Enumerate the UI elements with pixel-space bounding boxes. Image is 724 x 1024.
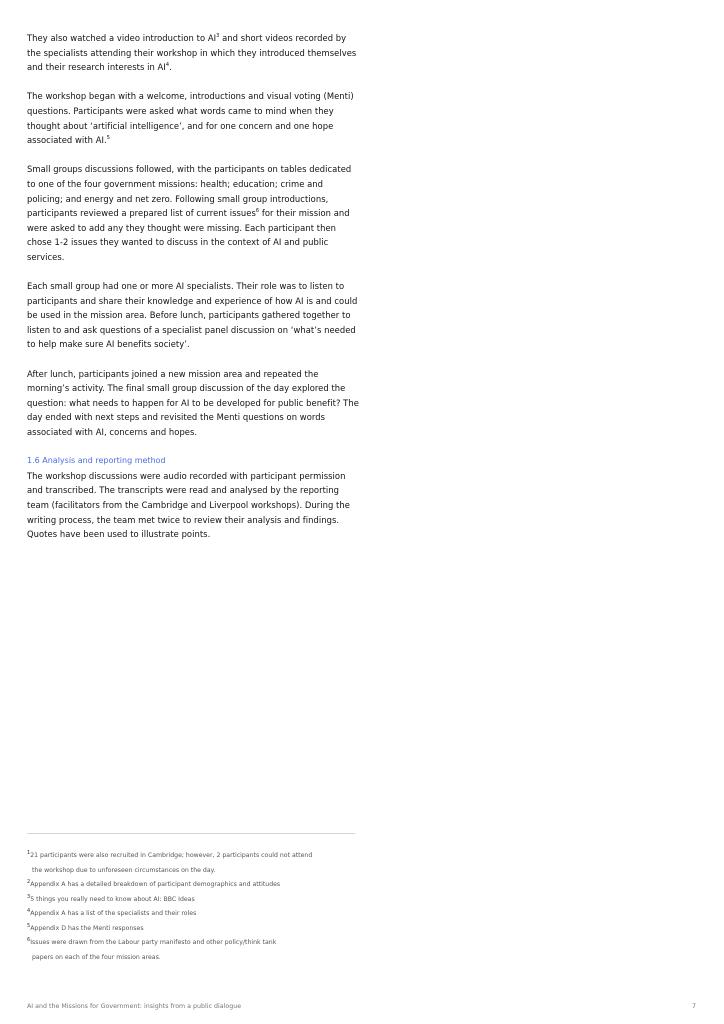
- paragraph-3: Small groups discussions followed, with the participants on tables dedicated to one of the four government missions: health; education; crime and policing; and energy and net zero. Following small group introductions, participants reviewed a prepared list of current issues$^6$ for their mission and were asked to add any they thought were missing. Each participant then chose 1-2 issues they wanted to discuss in the context of AI and public services.: [27, 164, 352, 262]
- footnote-6: $^6$Issues were drawn from the Labour party manifesto and other policy/think tank papers on each of the four mission areas.: [27, 936, 277, 961]
- section-heading: 1.6 Analysis and reporting method: [27, 456, 166, 466]
- paragraph-2: The workshop began with a welcome, introductions and visual voting (Menti) questions. Participants were asked what words came to mind when they thought about ‘artificial intelligence’, and for one concern and one hope associated with AI.$^5$: [27, 91, 354, 146]
- footnote-3-link[interactable]: 5 things you really need to know about AI: BBC Ideas: [30, 895, 195, 903]
- footnote-5: $^5$Appendix D has the Menti responses: [27, 922, 144, 932]
- footnote-ref-5[interactable]: 5: [106, 135, 110, 142]
- footnote-ref-3[interactable]: 3: [216, 33, 220, 40]
- paragraph-4: Each small group had one or more AI specialists. Their role was to listen to participants and share their knowledge and experience of how AI is and could be used in the mission area. Before lunch, participants gathered together to listen to and ask questions of a specialist panel discussion on ‘what’s needed to help make sure AI benefits society’.: [27, 281, 358, 350]
- footnote-ref-6[interactable]: 6: [255, 208, 260, 215]
- main-text: [27, 31, 359, 556]
- footnote-1: $^1$21 participants were also recruited in Cambridge; however, 2 participants could not attend the workshop due to unforeseen circumstances on the day.: [27, 849, 313, 874]
- paragraph-6: The workshop discussions were audio recorded with participant permission and transcribed. The transcripts were read and analysed by the reporting team (facilitators from the Cambridge and Liverpool workshops). During the writing process, the team met twice to review their analysis and findings. Quotes have been used to illustrate points.: [27, 470, 350, 540]
- footnote-4: $^4$Appendix A has a list of the specialists and their roles: [27, 907, 197, 917]
- page-number: 7: [692, 1003, 697, 1010]
- footnotes: [27, 849, 367, 965]
- footnote-3: $^3$5 things you really need to know about AI: BBC Ideas: [27, 893, 195, 903]
- footnote-ref-4[interactable]: 4: [165, 62, 170, 69]
- footnote-divider: [27, 833, 355, 834]
- paragraph-1: They also watched a video introduction to $AI^3$ and short videos recorded by the specialists attending their workshop in which they introduced themselves and their research interests in $AI^4$.: [27, 33, 357, 73]
- footnote-2: $^2$Appendix A has a detailed breakdown of participant demographics and attitudes: [27, 878, 281, 888]
- footer-title: AI and the Missions for Government: insights from a public dialogue: [27, 1003, 242, 1010]
- paragraph-5: After lunch, participants joined a new mission area and repeated the morning’s activity. The final small group discussion of the day explored the question: what needs to happen for AI to be developed for public benefit? The day ended with next steps and revisited the Menti questions on words associated with AI, concerns and hopes.: [27, 368, 359, 438]
